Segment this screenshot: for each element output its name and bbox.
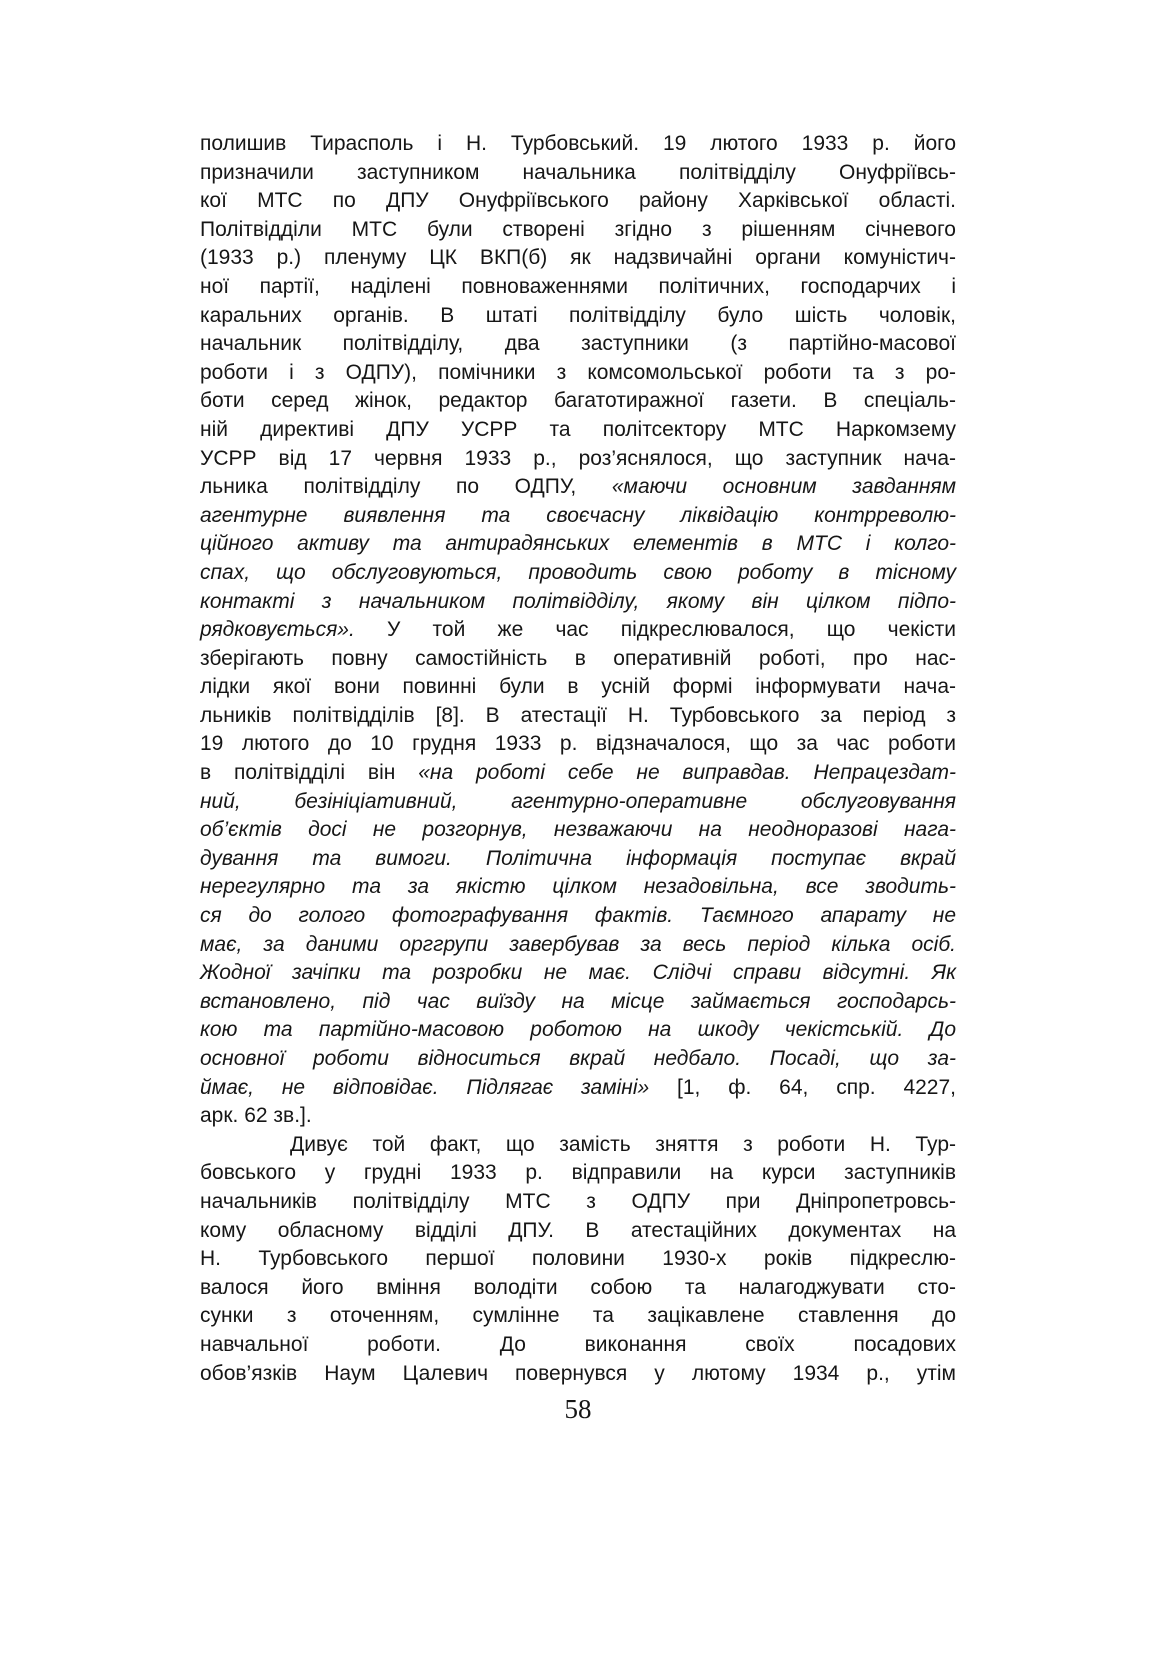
text-segment: сунки з оточенням, сумлінне та зацікавлене ставлення до bbox=[200, 1304, 956, 1328]
text-line bbox=[200, 359, 956, 388]
text-segment: Дивує той факт, що замість зняття з роботи Н. Тур- bbox=[290, 1132, 956, 1156]
quote-text-segment: ймає, не відповідає. Підлягає заміні» bbox=[200, 1075, 650, 1099]
quote-text-segment: нерегулярно та за якістю цілком незадовільна, все зводить- bbox=[200, 875, 956, 899]
text-line bbox=[200, 216, 956, 245]
quote-text-segment: «маючи основним завданням bbox=[611, 475, 957, 499]
text-line bbox=[200, 1331, 956, 1360]
text-line bbox=[200, 473, 956, 502]
text-segment: льника політвідділу по ОДПУ, bbox=[200, 475, 612, 499]
quote-text-segment: спах, що обслуговуються, проводить свою роботу в тісному bbox=[200, 560, 956, 584]
text-line bbox=[200, 416, 956, 445]
text-segment: УСРР від 17 червня 1933 р., роз’яснялося, що заступник нача- bbox=[200, 446, 956, 470]
quote-text-segment: ний, безініціативний, агентурно-оперативне обслуговування bbox=[200, 789, 956, 813]
text-line bbox=[200, 1131, 956, 1160]
text-segment: льників політвідділів [8]. В атестації Н. Турбовського за період з bbox=[200, 703, 956, 727]
text-segment: начальників політвідділу МТС з ОДПУ при Дніпропетровсь- bbox=[200, 1189, 956, 1213]
text-line bbox=[200, 159, 956, 188]
text-segment: валося його вміння володіти собою та налагоджувати сто- bbox=[200, 1275, 956, 1299]
text-line bbox=[200, 645, 956, 674]
text-segment: бовського у грудні 1933 р. відправили на курси заступників bbox=[200, 1161, 956, 1185]
text-line bbox=[200, 130, 956, 159]
text-segment: роботи і з ОДПУ), помічники з комсомольської роботи та з ро- bbox=[200, 360, 956, 384]
text-segment: У той же час підкреслювалося, що чекісти bbox=[354, 618, 956, 642]
text-segment: ної партії, наділені повноваженнями політичних, господарчих і bbox=[200, 274, 956, 298]
text-line bbox=[200, 759, 956, 788]
text-line bbox=[200, 1102, 956, 1131]
text-segment: Політвідділи МТС були створені згідно з рішенням січневого bbox=[200, 217, 956, 241]
quote-text-segment: «на роботі себе не виправдав. Непрацездат- bbox=[418, 761, 956, 785]
quote-text-segment: об’єктів досі не розгорнув, незважаючи на неодноразові нага- bbox=[200, 818, 956, 842]
text-line bbox=[200, 959, 956, 988]
text-line bbox=[200, 1045, 956, 1074]
text-line bbox=[200, 873, 956, 902]
text-segment: ній директиві ДПУ УСРР та політсектору МТС Наркомзему bbox=[200, 417, 956, 441]
text-line bbox=[200, 588, 956, 617]
text-segment: [1, ф. 64, спр. 4227, bbox=[649, 1075, 956, 1099]
text-line bbox=[200, 502, 956, 531]
quote-text-segment: кою та партійно-масовою роботою на шкоду чекістській. До bbox=[200, 1018, 956, 1042]
text-segment: (1933 р.) пленуму ЦК ВКП(б) як надзвичайні органи комуністич- bbox=[200, 246, 956, 270]
text-segment: призначили заступником начальника політвідділу Онуфріївсь- bbox=[200, 160, 956, 184]
quote-text-segment: агентурне виявлення та своєчасну ліквідацію контрреволю- bbox=[200, 503, 956, 527]
quote-text-segment: Жодної зачіпки та розробки не має. Слідчі справи відсутні. Як bbox=[200, 961, 956, 985]
text-line bbox=[200, 1217, 956, 1246]
text-line bbox=[200, 1245, 956, 1274]
text-line bbox=[200, 330, 956, 359]
quote-text-segment: дування та вимоги. Політична інформація поступає вкрай bbox=[200, 846, 956, 870]
text-line bbox=[200, 1074, 956, 1103]
text-segment: в політвідділі він bbox=[200, 761, 419, 785]
text-segment: кому обласному відділі ДПУ. В атестаційних документах на bbox=[200, 1218, 956, 1242]
quote-text-segment: має, за даними орггрупи завербував за весь період кілька осіб. bbox=[200, 932, 956, 956]
text-line bbox=[200, 559, 956, 588]
text-line bbox=[200, 244, 956, 273]
text-line bbox=[200, 1188, 956, 1217]
text-line bbox=[200, 931, 956, 960]
text-line bbox=[200, 1016, 956, 1045]
text-line bbox=[200, 616, 956, 645]
text-segment: арк. 62 зв.]. bbox=[200, 1104, 312, 1128]
quote-text-segment: основної роботи відноситься вкрай недбало. Посаді, що за- bbox=[200, 1047, 956, 1070]
text-segment: обов’язків Наум Цалевич повернувся у лютому 1934 р., утім bbox=[200, 1361, 956, 1385]
text-line bbox=[200, 673, 956, 702]
text-line bbox=[200, 730, 956, 759]
text-segment: Н. Турбовського першої половини 1930-х років підкреслю- bbox=[200, 1247, 956, 1271]
text-segment: каральних органів. В штаті політвідділу було шість чоловік, bbox=[200, 303, 956, 327]
text-line bbox=[200, 902, 956, 931]
text-line bbox=[200, 788, 956, 817]
text-segment: лідки якої вони повинні були в усній формі інформувати нача- bbox=[200, 675, 956, 699]
text-line bbox=[200, 702, 956, 731]
text-line bbox=[200, 445, 956, 474]
text-segment: боти серед жінок, редактор багатотиражної газети. В спеціаль- bbox=[200, 389, 956, 413]
text-line bbox=[200, 845, 956, 874]
text-segment: навчальної роботи. До виконання своїх посадових bbox=[200, 1332, 956, 1356]
quote-text-segment: встановлено, під час виїзду на місце займається господарсь- bbox=[200, 989, 956, 1013]
quote-text-segment: рядковується». bbox=[200, 618, 355, 642]
text-line bbox=[200, 187, 956, 216]
quote-text-segment: контакті з начальником політвідділу, якому він цілком підпо- bbox=[200, 589, 956, 613]
text-segment: кої МТС по ДПУ Онуфріївського району Харківської області. bbox=[200, 189, 956, 213]
text-line bbox=[200, 387, 956, 416]
text-segment: полишив Тирасполь і Н. Турбовський. 19 лютого 1933 р. його bbox=[200, 132, 956, 155]
text-line bbox=[200, 1302, 956, 1331]
text-line bbox=[200, 988, 956, 1017]
text-block bbox=[200, 130, 956, 1388]
text-line bbox=[200, 1159, 956, 1188]
text-segment: 19 лютого до 10 грудня 1933 р. відзначалося, що за час роботи bbox=[200, 732, 956, 756]
text-line bbox=[200, 302, 956, 331]
quote-text-segment: ційного активу та антирадянських елементів в МТС і колго- bbox=[200, 532, 956, 556]
text-line bbox=[200, 273, 956, 302]
page-number: 58 bbox=[564, 1394, 592, 1424]
text-segment: зберігають повну самостійність в оперативній роботі, про нас- bbox=[200, 646, 956, 670]
text-segment: начальник політвідділу, два заступники (з партійно-масової bbox=[200, 332, 956, 356]
quote-text-segment: ся до голого фотографування фактів. Таємного апарату не bbox=[200, 904, 956, 928]
text-line bbox=[200, 816, 956, 845]
text-line bbox=[200, 530, 956, 559]
text-line bbox=[200, 1274, 956, 1303]
text-line bbox=[200, 1360, 956, 1389]
